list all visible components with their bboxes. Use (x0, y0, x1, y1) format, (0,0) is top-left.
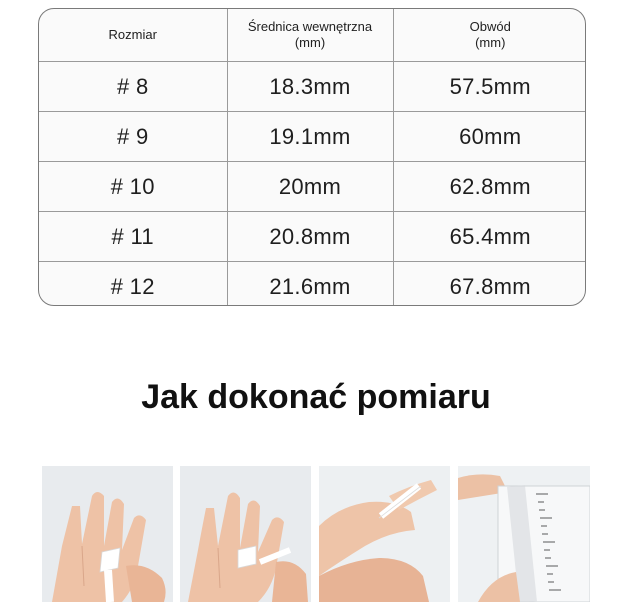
cell-diameter: 18.3mm (227, 62, 393, 112)
fingers-holding-paper-strip-photo (319, 466, 450, 602)
table-row (39, 162, 586, 212)
cell-diameter: 21.6mm (227, 262, 393, 307)
hand-wrapping-paper-strip-photo (42, 466, 173, 602)
cell-size: # 11 (39, 212, 227, 262)
ruler-measuring-strip-photo (458, 466, 590, 602)
cell-circumference: 67.8mm (449, 273, 531, 299)
measurement-heading: Jak dokonać pomiaru (141, 378, 491, 416)
cell-size: # 10 (39, 162, 227, 212)
header-circumference-label: Obwód (469, 19, 511, 34)
cell-circumference: 62.8mm (393, 162, 586, 212)
measurement-steps-photos (42, 466, 590, 602)
header-circumference (393, 9, 586, 62)
header-circumference-unit: (mm) (475, 35, 506, 50)
cell-size: # 9 (39, 112, 227, 162)
table-row (39, 62, 586, 112)
header-size (39, 9, 227, 62)
ring-size-table-container (38, 8, 586, 306)
cell-diameter: 19.1mm (227, 112, 393, 162)
table-row (39, 112, 586, 162)
cell-diameter: 20.8mm (227, 212, 393, 262)
cell-circumference: 60mm (393, 112, 586, 162)
cell-size: # 8 (39, 62, 227, 112)
cell-circumference: 57.5mm (393, 62, 586, 112)
table-row (39, 262, 586, 307)
hand-marking-paper-strip-photo (180, 466, 311, 602)
header-inner-diameter (227, 9, 393, 62)
header-inner-diameter-unit: (mm) (294, 35, 326, 50)
table-header-row (39, 9, 586, 62)
ring-size-table (39, 9, 586, 306)
cell-circumference: 65.4mm (393, 212, 586, 262)
header-size-label: Rozmiar (108, 27, 157, 42)
cell-size: # 12 (39, 262, 227, 307)
cell-diameter: 20mm (227, 162, 393, 212)
header-inner-diameter-label: Średnica wewnętrzna (247, 19, 373, 34)
table-row (39, 212, 586, 262)
